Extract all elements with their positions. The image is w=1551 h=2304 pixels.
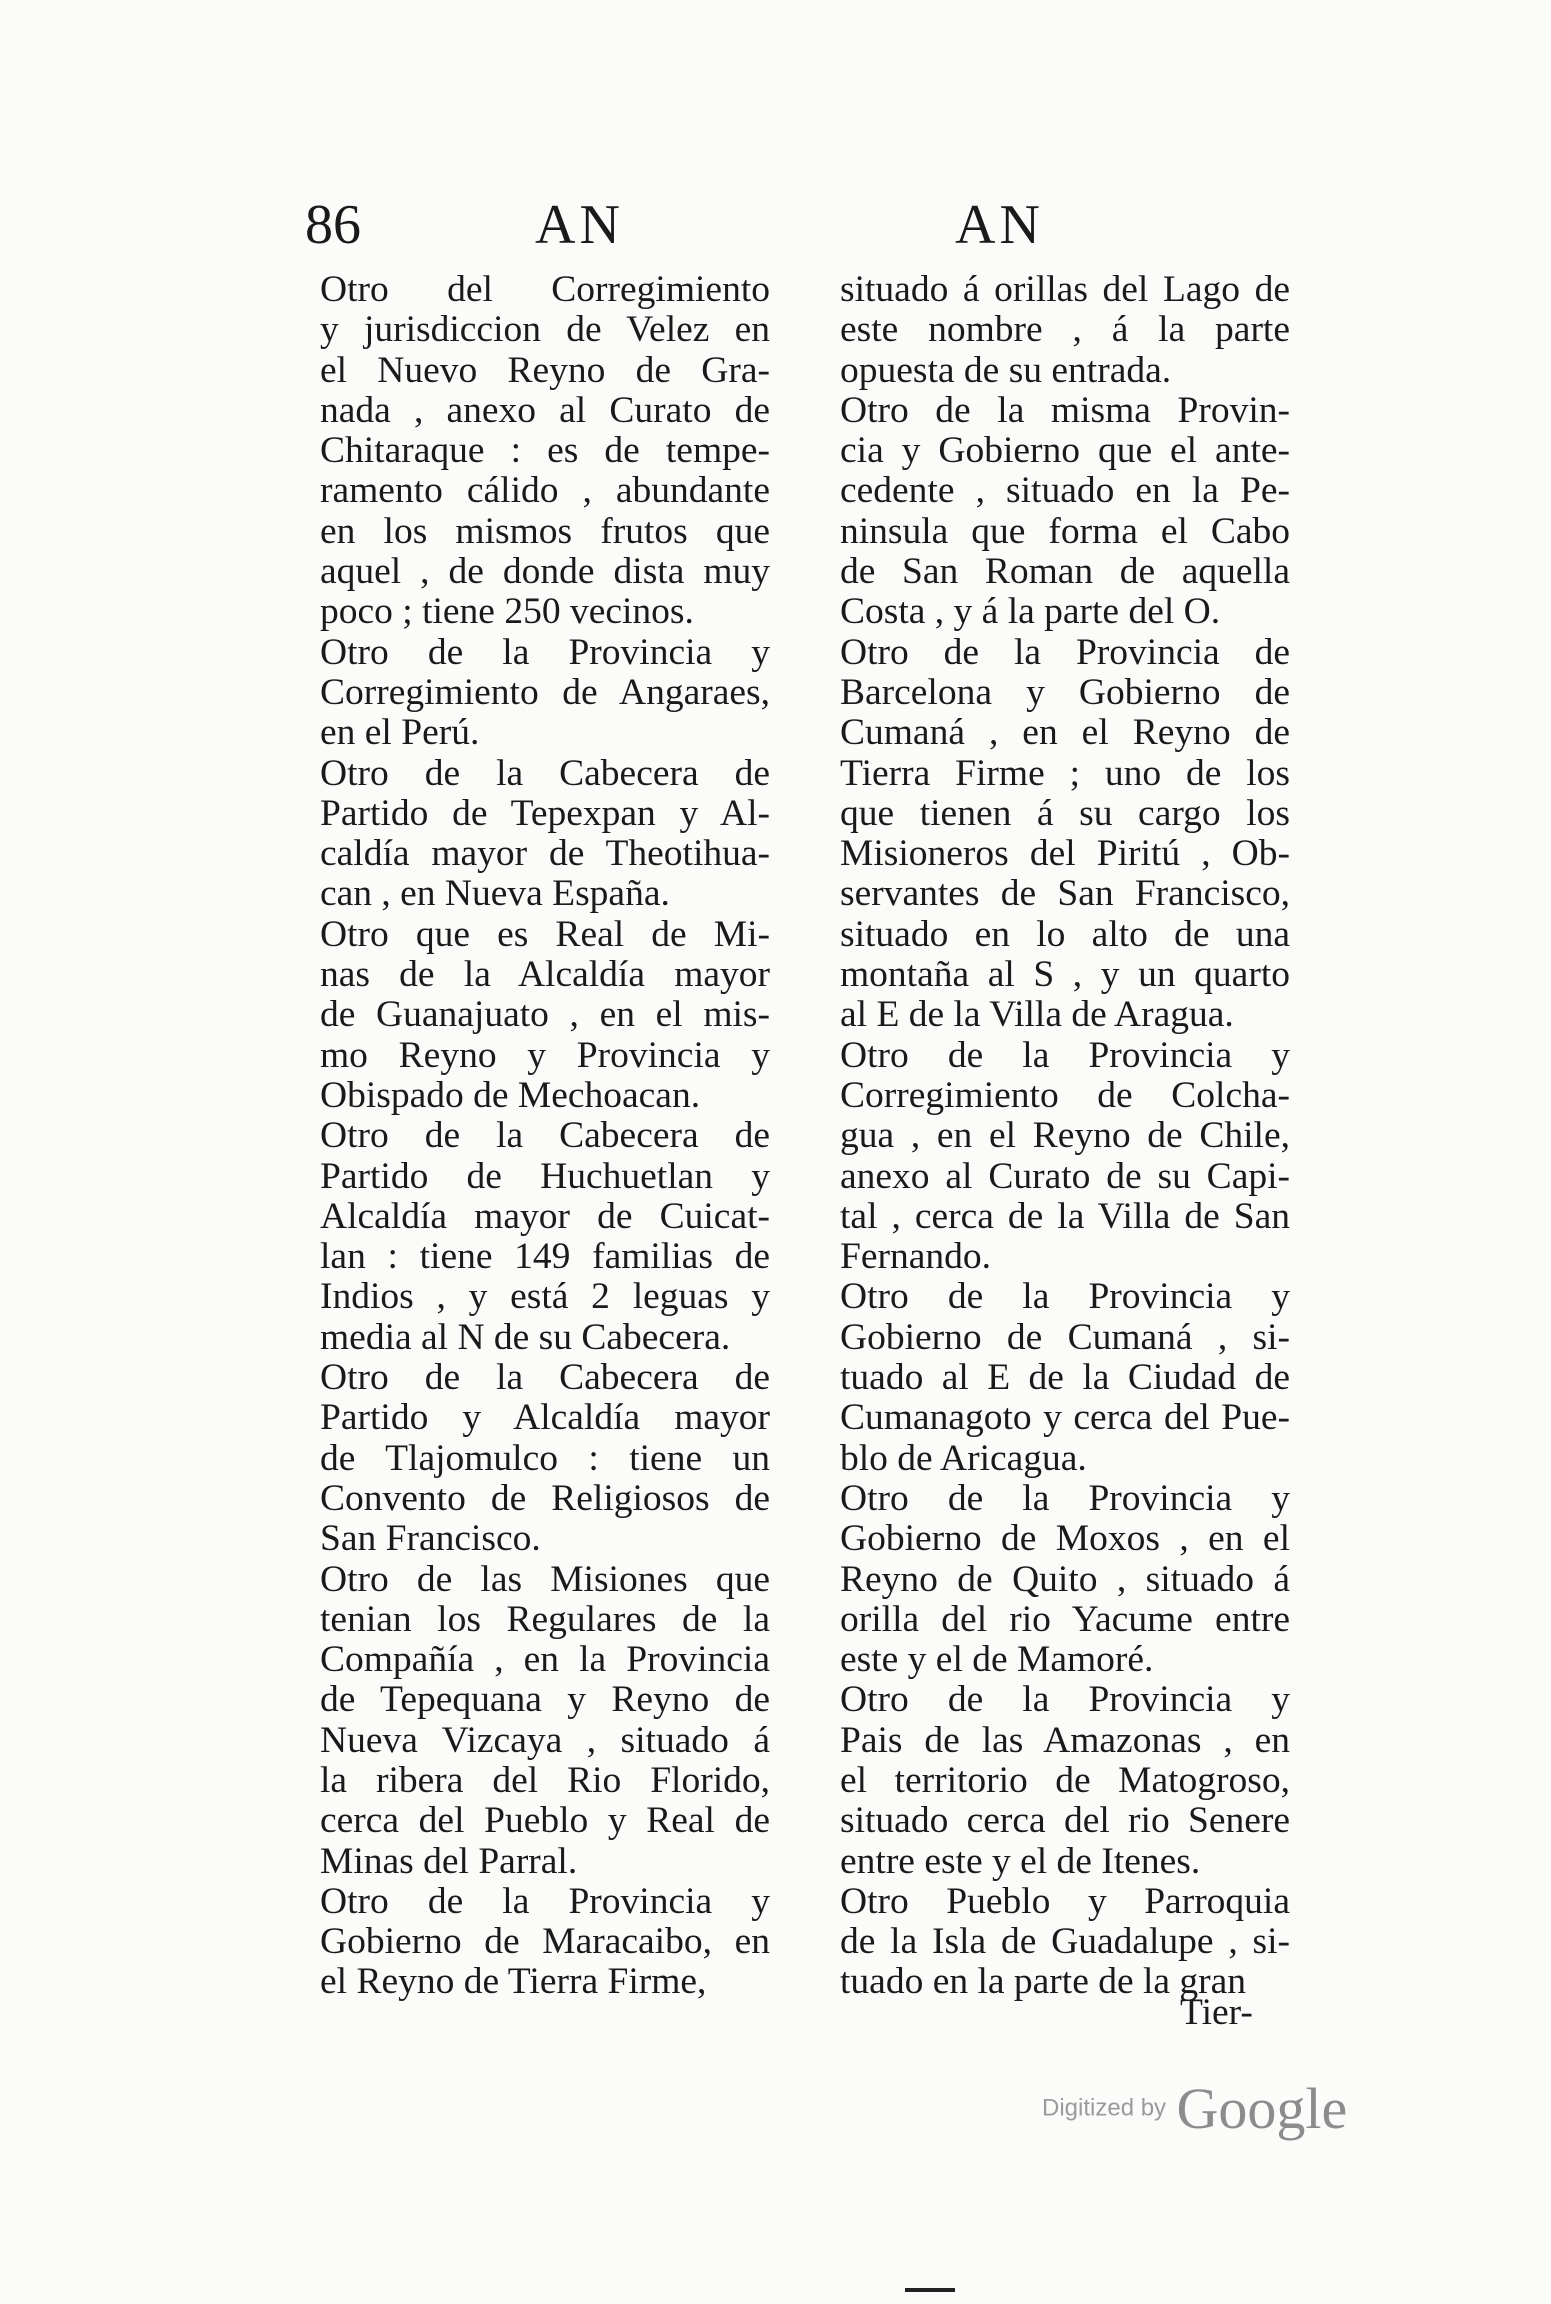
text-line: Partido y Alcaldía mayor (320, 1397, 770, 1439)
text-line: Gobierno de Maracaibo, en (320, 1921, 770, 1963)
text-line: entre este y el de Itenes. (840, 1840, 1201, 1882)
text-line: Compañía , en la Provincia (320, 1639, 770, 1681)
text-line: media al N de su Cabecera. (320, 1316, 731, 1358)
text-line: situado en lo alto de una (840, 913, 1290, 955)
right-column (792, 270, 1290, 2003)
text-line: aquel , de donde dista muy (320, 551, 770, 593)
text-line: Otro de la Provincia y (840, 1477, 1290, 1519)
right-entry (792, 1882, 1290, 2003)
text-line: blo de Aricagua. (840, 1437, 1087, 1479)
text-line: Cumaná , en el Reyno de (840, 712, 1290, 754)
page-header (305, 190, 1305, 260)
text-line: Otro Pueblo y Parroquia (840, 1880, 1290, 1922)
text-line: de la Isla de Guadalupe , si- (840, 1921, 1290, 1963)
text-line: Otro de la Provincia y (320, 1880, 770, 1922)
text-line: Pais de las Amazonas , en (840, 1719, 1290, 1761)
left-entry (272, 1882, 770, 2003)
text-line: nas de la Alcaldía mayor (320, 954, 770, 996)
text-line: Otro de las Misiones que (320, 1558, 770, 1600)
text-line: gua , en el Reyno de Chile, (840, 1115, 1290, 1157)
text-line: lan : tiene 149 familias de (320, 1236, 770, 1278)
right-running-head: AN (955, 194, 1044, 256)
text-line: Tierra Firme ; uno de los (840, 752, 1290, 794)
text-line: Cumanagoto y cerca del Pue- (840, 1397, 1290, 1439)
left-running-head: AN (535, 194, 624, 256)
text-line: Otro de la misma Provin- (840, 389, 1290, 431)
right-entry (792, 1479, 1290, 1680)
text-line: en los mismos frutos que (320, 510, 770, 552)
digitized-watermark (1042, 2075, 1347, 2142)
left-entry (272, 915, 770, 1116)
text-line: Partido de Huchuetlan y (320, 1155, 770, 1197)
text-line: Gobierno de Cumaná , si- (840, 1316, 1290, 1358)
text-line: caldía mayor de Theotihua- (320, 833, 770, 875)
left-column (272, 270, 770, 2003)
text-line: Otro de la Provincia y (320, 631, 770, 673)
text-line: Chitaraque : es de tempe- (320, 430, 770, 472)
watermark-prefix: Digitized by (1042, 2094, 1167, 2122)
text-line: el Reyno de Tierra Firme, (320, 1961, 707, 2003)
text-line: Convento de Religiosos de (320, 1477, 770, 1519)
text-line: Otro de la Provincia y (840, 1679, 1290, 1721)
text-line: Otro de la Cabecera de (320, 1357, 770, 1399)
text-line: Otro de la Provincia y (840, 1034, 1290, 1076)
text-line: Misioneros del Piritú , Ob- (840, 833, 1290, 875)
text-line: Partido de Tepexpan y Al- (320, 792, 770, 834)
text-line: montaña al S , y un quarto (840, 954, 1290, 996)
text-line: tuado al E de la Ciudad de (840, 1357, 1290, 1399)
text-line: la ribera del Rio Florido, (320, 1759, 770, 1801)
text-line: Costa , y á la parte del O. (840, 591, 1221, 633)
text-line: Otro que es Real de Mi- (320, 913, 770, 955)
text-line: nada , anexo al Curato de (320, 389, 770, 431)
left-entry (272, 754, 770, 915)
text-line: can , en Nueva España. (320, 873, 670, 915)
text-line: de Tepequana y Reyno de (320, 1679, 770, 1721)
text-line: y jurisdiccion de Velez en (320, 309, 770, 351)
text-line: este nombre , á la parte (840, 309, 1290, 351)
text-line: Minas del Parral. (320, 1840, 578, 1882)
text-line: Barcelona y Gobierno de (840, 671, 1290, 713)
text-line: Corregimiento de Colcha- (840, 1074, 1290, 1116)
text-line: opuesta de su entrada. (840, 349, 1172, 391)
text-line: tal , cerca de la Villa de San (840, 1195, 1290, 1237)
text-line: tuado en la parte de la gran (840, 1961, 1247, 2003)
text-line: Otro de la Provincia de (840, 631, 1290, 673)
text-line: situado cerca del rio Senere (840, 1800, 1290, 1842)
text-line: de Tlajomulco : tiene un (320, 1437, 770, 1479)
text-line: que tienen á su cargo los (840, 792, 1290, 834)
text-line: de San Roman de aquella (840, 551, 1290, 593)
catchword: Tier- (1180, 1992, 1253, 2033)
text-line: San Francisco. (320, 1518, 541, 1560)
text-line: el Nuevo Reyno de Gra- (320, 349, 770, 391)
text-line: tenian los Regulares de la (320, 1598, 770, 1640)
text-line: en el Perú. (320, 712, 480, 754)
text-line: mo Reyno y Provincia y (320, 1034, 770, 1076)
text-line: poco ; tiene 250 vecinos. (320, 591, 694, 633)
google-logo: Google (1176, 2076, 1348, 2141)
text-line: Otro de la Provincia y (840, 1276, 1290, 1318)
left-entry (272, 1358, 770, 1559)
text-line: este y el de Mamoré. (840, 1639, 1154, 1681)
left-entry (272, 270, 770, 633)
right-entry (792, 1036, 1290, 1278)
text-line: ninsula que forma el Cabo (840, 510, 1290, 552)
right-entry (792, 270, 1290, 391)
text-line: Alcaldía mayor de Cuicat- (320, 1195, 770, 1237)
text-line: cia y Gobierno que el ante- (840, 430, 1290, 472)
bottom-mark (905, 2288, 955, 2292)
text-line: Otro del Corregimiento (320, 269, 770, 310)
text-line: anexo al Curato de su Capi- (840, 1155, 1290, 1197)
text-line: ramento cálido , abundante (320, 470, 770, 512)
text-line: Fernando. (840, 1236, 992, 1278)
text-line: el territorio de Matogroso, (840, 1759, 1290, 1801)
text-line: Indios , y está 2 leguas y (320, 1276, 770, 1318)
text-line: Nueva Vizcaya , situado á (320, 1719, 770, 1761)
right-entry (792, 391, 1290, 633)
left-entry (272, 633, 770, 754)
right-entry (792, 633, 1290, 1036)
text-line: Otro de la Cabecera de (320, 1115, 770, 1157)
right-entry (792, 1277, 1290, 1478)
text-line: Gobierno de Moxos , en el (840, 1518, 1290, 1560)
text-line: Otro de la Cabecera de (320, 752, 770, 794)
text-line: cerca del Pueblo y Real de (320, 1800, 770, 1842)
text-line: Corregimiento de Angaraes, (320, 671, 770, 713)
text-line: de Guanajuato , en el mis- (320, 994, 770, 1036)
left-entry (272, 1116, 770, 1358)
text-line: orilla del rio Yacume entre (840, 1598, 1290, 1640)
right-entry (792, 1680, 1290, 1881)
text-line: al E de la Villa de Aragua. (840, 994, 1234, 1036)
text-line: Reyno de Quito , situado á (840, 1558, 1290, 1600)
page-number: 86 (305, 194, 361, 256)
text-line: servantes de San Francisco, (840, 873, 1290, 915)
text-line: situado á orillas del Lago de (840, 269, 1290, 310)
text-line: Obispado de Mechoacan. (320, 1074, 701, 1116)
text-line: cedente , situado en la Pe- (840, 470, 1290, 512)
left-entry (272, 1560, 770, 1882)
